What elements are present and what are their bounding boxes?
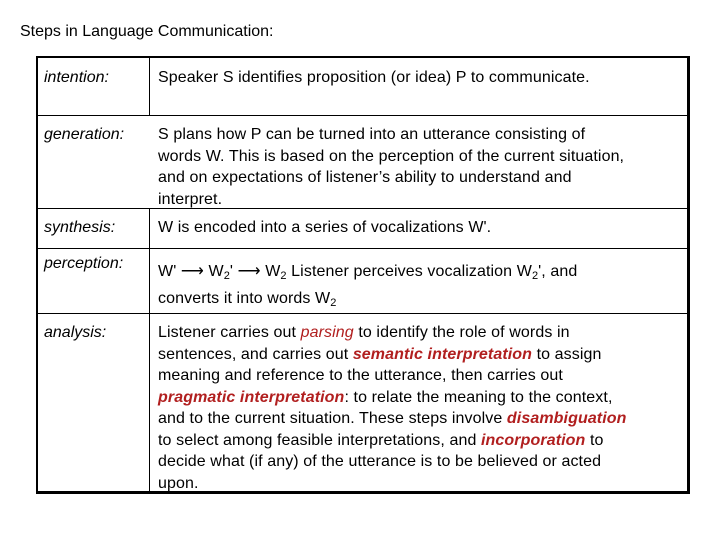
description-line: interpret. xyxy=(158,190,223,208)
step-label-generation: generation: xyxy=(44,126,125,143)
description-line: decide what (if any) of the utterance is to be believed or acted xyxy=(158,453,602,470)
right-arrow-icon: ⟶ xyxy=(180,263,204,280)
description-line: upon. xyxy=(158,474,199,492)
description-line: converts it into words $W_2$ xyxy=(158,289,337,309)
slide-title: Steps in Language Communication: xyxy=(20,23,274,40)
column-divider xyxy=(149,313,150,491)
table-row-analysis xyxy=(38,313,687,491)
term-pragmatic-interpretation: pragmatic interpretation xyxy=(158,388,345,406)
term-incorporation: incorporation xyxy=(481,431,586,449)
step-label-analysis: analysis: xyxy=(44,324,107,341)
step-description-generation xyxy=(158,124,683,210)
step-label-perception: perception: xyxy=(44,255,124,272)
step-label-intention: intention: xyxy=(44,69,109,86)
description-line: S plans how P can be turned into an utterance consisting of xyxy=(158,126,586,143)
table-row-synthesis xyxy=(38,208,687,249)
term-disambiguation: disambiguation xyxy=(506,410,627,427)
term-semantic-interpretation: semantic interpretation xyxy=(352,345,533,363)
step-label-synthesis: synthesis: xyxy=(44,219,116,236)
description-line: W is encoded into a series of vocalizations W'. xyxy=(158,219,492,236)
description-line: sentences, and carries out semantic interpretation to assign xyxy=(158,345,602,363)
description-line: to select among feasible interpretations, and incorporation to xyxy=(158,431,604,449)
column-divider xyxy=(149,208,150,248)
description-line: W' ⟶ $W_2'$ ⟶ $W_2$ Listener perceives vocalization $W_2'$, and xyxy=(158,263,578,282)
right-arrow-icon: ⟶ xyxy=(237,263,261,280)
description-line: words W. This is based on the perception of the current situation, xyxy=(158,147,625,165)
step-description-synthesis xyxy=(158,217,683,239)
term-parsing: parsing xyxy=(300,324,354,341)
step-description-analysis xyxy=(158,322,683,494)
description-line: Listener carries out parsing to identify the role of words in xyxy=(158,324,570,341)
step-description-intention xyxy=(158,67,683,89)
table-row-generation xyxy=(38,115,687,209)
table-row-perception xyxy=(38,248,687,314)
description-line: and to the current situation. These steps involve disambiguation xyxy=(158,410,627,427)
column-divider xyxy=(149,58,150,115)
column-divider xyxy=(149,248,150,313)
description-line: Speaker S identifies proposition (or idea) P to communicate. xyxy=(158,69,590,86)
description-line: pragmatic interpretation: to relate the meaning to the context, xyxy=(158,388,613,406)
description-line: and on expectations of listener’s ability to understand and xyxy=(158,169,572,186)
table-row-intention xyxy=(38,58,687,116)
steps-table xyxy=(36,56,690,494)
step-description-perception xyxy=(158,261,683,314)
description-line: meaning and reference to the utterance, then carries out xyxy=(158,367,563,384)
